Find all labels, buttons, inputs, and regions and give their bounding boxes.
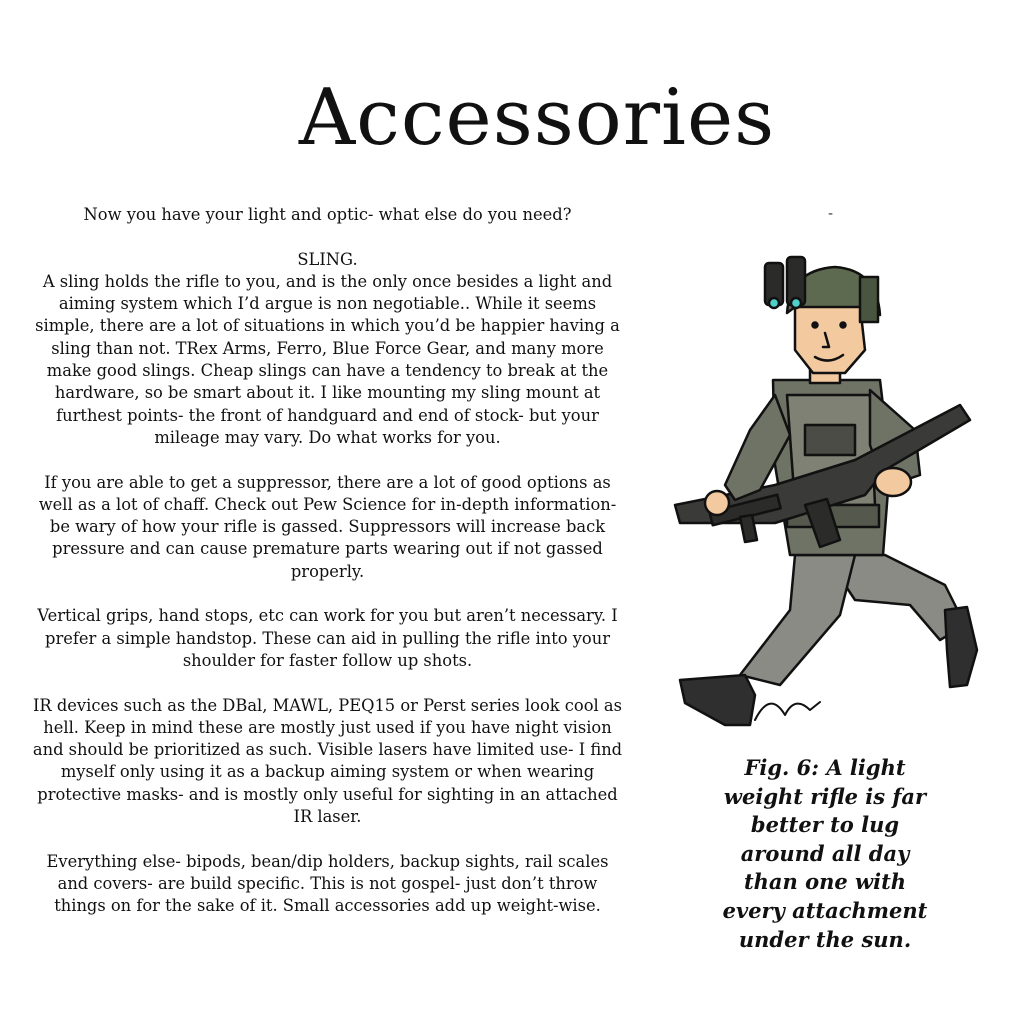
front-leg	[740, 555, 855, 685]
paragraph-ir-devices: IR devices such as the DBal, MAWL, PEQ15 or Perst series look cool as hell. Keep in mind these are mostly just used if you have night vision and should be prioritized as such. Visible lasers have limited use- I find myself only using it as a backup aiming system or when wearing protective masks- and is mostly only useful for sighting in an attached IR laser.	[32, 695, 623, 827]
page-title: Accessories	[298, 73, 776, 163]
front-hand	[705, 491, 729, 515]
front-boot	[680, 675, 755, 725]
soldier-illustration	[655, 255, 995, 735]
figure-caption: Fig. 6: A light weight rifle is far better to lug around all day than one with every attachment under the sun.	[722, 755, 928, 952]
nvg-lens-left	[769, 298, 779, 308]
article-body	[30, 204, 625, 940]
paragraph-sling: A sling holds the rifle to you, and is the only once besides a light and aiming system which I’d argue is non negotiable.. While it seems simple, there are a lot of situations in which you’d be happier having a sling than not. TRex Arms, Ferro, Blue Force Gear, and many more make good slings. Cheap slings can have a tendency to break at the hardware, so be smart about it. I like mounting my sling mount at furthest points- the front of handguard and end of stock- but your mileage may vary. Do what works for you.	[35, 271, 620, 447]
stray-dash-mark: -	[828, 206, 834, 222]
intro-paragraph: Now you have your light and optic- what else do you need?	[83, 205, 572, 224]
helmet-rail	[860, 277, 878, 322]
left-eye	[813, 323, 818, 328]
carrier-panel	[805, 425, 855, 455]
artist-signature	[755, 702, 820, 720]
sling-heading: SLING.	[297, 249, 358, 269]
right-eye	[841, 323, 846, 328]
back-boot	[945, 607, 977, 687]
nvg-lens-right	[791, 298, 801, 308]
trigger-hand	[875, 468, 911, 496]
paragraph-everything-else: Everything else- bipods, bean/dip holders, backup sights, rail scales and covers- are build specific. This is not gospel- just don’t throw things on for the sake of it. Small accessories add up weight-wise.	[46, 851, 609, 916]
face	[795, 305, 865, 373]
paragraph-grips: Vertical grips, hand stops, etc can work for you but aren’t necessary. I prefer a simple handstop. These can aid in pulling the rifle into your shoulder for faster follow up shots.	[37, 606, 618, 670]
running-soldier-icon	[655, 255, 995, 735]
paragraph-suppressor: If you are able to get a suppressor, there are a lot of good options as well as a lot of chaff. Check out Pew Science for in-depth information- be wary of how your rifle is gassed. Suppressors will increase back pressure and can cause premature parts wearing out if not gassed properly.	[38, 472, 617, 581]
